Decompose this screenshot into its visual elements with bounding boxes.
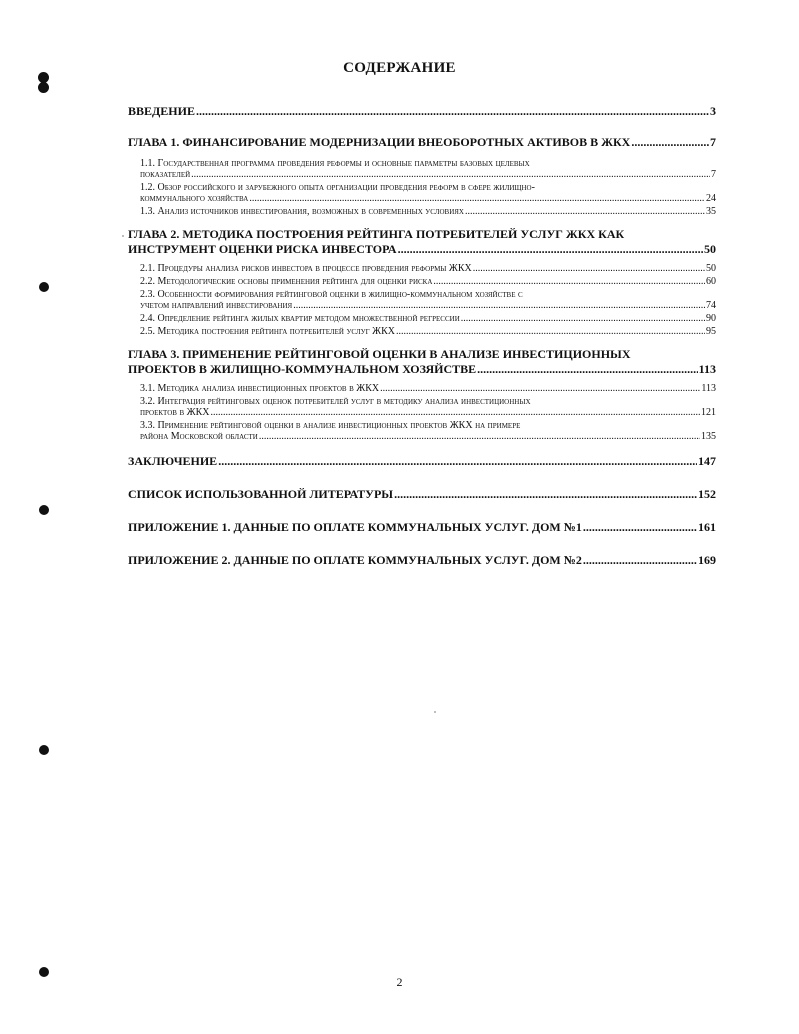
toc-entry-title: 3.1. Методика анализа инвестиционных проектов в ЖКХ: [140, 383, 380, 394]
toc-page-number: 7: [711, 169, 716, 180]
dot-leader: [394, 487, 697, 502]
dot-leader: [433, 276, 705, 287]
toc-chapter-entry[interactable]: [128, 487, 716, 502]
toc-section-entry[interactable]: [140, 263, 716, 274]
toc-entry-line: [128, 362, 716, 377]
toc-chapter-entry[interactable]: [128, 520, 716, 535]
toc-entry-title: показателей: [140, 169, 191, 180]
toc-entry-title-line1: 3.2. Интеграция рейтинговых оценок потребителей услуг в методику анализа инвестиционных: [140, 396, 531, 407]
toc-entry-title: учетом направлений инвестирования: [140, 300, 293, 311]
dot-leader: [380, 383, 700, 394]
punch-hole: [39, 745, 49, 755]
dot-leader: [210, 407, 700, 418]
toc-page-number: 95: [706, 326, 716, 337]
toc-page-number: 161: [698, 520, 716, 534]
dot-leader: [583, 553, 697, 568]
toc-section-entry[interactable]: [140, 158, 716, 180]
toc-chapter-entry[interactable]: [128, 227, 716, 257]
dot-leader: [259, 431, 700, 442]
dot-leader: [218, 454, 697, 469]
toc-chapter-entry[interactable]: [128, 104, 716, 119]
toc-entry-line: [140, 407, 716, 418]
toc-entry-line: [140, 193, 716, 204]
toc-entry-title: ПРИЛОЖЕНИЕ 1. ДАННЫЕ ПО ОПЛАТЕ КОММУНАЛЬНЫХ УСЛУГ. ДОМ №1: [128, 520, 582, 534]
toc-entry-line: [128, 454, 716, 469]
toc-entry-title: 1.3. Анализ источников инвестирования, возможных в современных условиях: [140, 206, 464, 217]
toc-entry-title: 2.1. Процедуры анализа рисков инвестора в процессе проведения реформы ЖКХ: [140, 263, 472, 274]
toc-page-number: 50: [706, 263, 716, 274]
toc-chapter-entry[interactable]: [128, 135, 716, 150]
toc-page-number: 113: [698, 362, 716, 376]
toc-section-entry[interactable]: [140, 326, 716, 337]
toc-page-number: 3: [710, 104, 716, 118]
toc-page-number: 121: [701, 407, 716, 418]
dot-leader: [461, 313, 705, 324]
toc-entry-title: 2.2. Методологические основы применения рейтинга для оценки риска: [140, 276, 433, 287]
dot-leader: [583, 520, 697, 535]
toc-page-number: 35: [706, 206, 716, 217]
dot-leader: [477, 362, 698, 377]
toc-entry-title: района Московской области: [140, 431, 258, 442]
toc-page-number: 113: [701, 383, 716, 394]
dot-leader: [631, 135, 709, 150]
toc-page-number: 50: [704, 242, 716, 256]
toc-page-number: 135: [701, 431, 716, 442]
toc-entry-title: проектов в ЖКХ: [140, 407, 210, 418]
toc-entry-title: 2.5. Методика построения рейтинга потребителей услуг ЖКХ: [140, 326, 396, 337]
table-of-contents: [128, 104, 716, 568]
toc-entry-line: [140, 206, 716, 217]
dot-leader: [249, 193, 705, 204]
toc-entry-line: [140, 313, 716, 324]
toc-page-number: 74: [706, 300, 716, 311]
toc-page-number: 24: [706, 193, 716, 204]
toc-section-entry[interactable]: [140, 383, 716, 394]
toc-entry-title: ГЛАВА 1. ФИНАНСИРОВАНИЕ МОДЕРНИЗАЦИИ ВНЕОБОРОТНЫХ АКТИВОВ В ЖКХ: [128, 135, 631, 149]
toc-section-entry[interactable]: [140, 289, 716, 311]
toc-entry-title: коммунального хозяйства: [140, 193, 249, 204]
punch-hole-top-2: [38, 82, 49, 93]
scan-speck: [434, 711, 436, 713]
dot-leader: [465, 206, 705, 217]
toc-entry-title-line1: ГЛАВА 2. МЕТОДИКА ПОСТРОЕНИЯ РЕЙТИНГА ПОТРЕБИТЕЛЕЙ УСЛУГ ЖКХ КАК: [128, 227, 625, 241]
toc-page-number: 90: [706, 313, 716, 324]
toc-entry-line: [140, 263, 716, 274]
toc-entry-line: [140, 169, 716, 180]
toc-entry-line: [128, 487, 716, 502]
toc-entry-line: [128, 104, 716, 119]
toc-entry-title: ЗАКЛЮЧЕНИЕ: [128, 454, 218, 468]
toc-entry-title-line1: 2.3. Особенности формирования рейтинговой оценки в жилищно-коммунальном хозяйстве с: [140, 289, 523, 300]
toc-section-entry[interactable]: [140, 182, 716, 204]
toc-entry-line: [128, 520, 716, 535]
dot-leader: [293, 300, 705, 311]
toc-entry-line: [140, 300, 716, 311]
toc-section-entry[interactable]: [140, 396, 716, 418]
toc-entry-line: [140, 326, 716, 337]
dot-leader: [473, 263, 705, 274]
page-number: 2: [396, 975, 403, 989]
toc-page-number: 7: [710, 135, 716, 149]
toc-chapter-entry[interactable]: [128, 454, 716, 469]
dot-leader: [398, 242, 703, 257]
punch-hole: [39, 282, 49, 292]
toc-entry-line: [140, 431, 716, 442]
toc-entry-title-line1: 3.3. Применение рейтинговой оценки в анализе инвестиционных проектов ЖКХ на примере: [140, 420, 521, 431]
punch-hole: [39, 505, 49, 515]
toc-page-number: 152: [698, 487, 716, 501]
toc-section-entry[interactable]: [140, 206, 716, 217]
toc-page-number: 169: [698, 553, 716, 567]
toc-entry-line: [140, 276, 716, 287]
toc-entry-title: ПРИЛОЖЕНИЕ 2. ДАННЫЕ ПО ОПЛАТЕ КОММУНАЛЬНЫХ УСЛУГ. ДОМ №2: [128, 553, 582, 567]
toc-entry-title: ИНСТРУМЕНТ ОЦЕНКИ РИСКА ИНВЕСТОРА: [128, 242, 397, 256]
toc-entry-line: [128, 553, 716, 568]
dot-leader: [196, 104, 709, 119]
toc-section-entry[interactable]: [140, 276, 716, 287]
toc-entry-title-line1: ГЛАВА 3. ПРИМЕНЕНИЕ РЕЙТИНГОВОЙ ОЦЕНКИ В АНАЛИЗЕ ИНВЕСТИЦИОННЫХ: [128, 347, 631, 361]
toc-entry-line: [128, 242, 716, 257]
scan-speck: [122, 235, 124, 237]
toc-chapter-entry[interactable]: [128, 347, 716, 377]
toc-entry-title: ВВЕДЕНИЕ: [128, 104, 195, 118]
toc-entry-title: ПРОЕКТОВ В ЖИЛИЩНО-КОММУНАЛЬНОМ ХОЗЯЙСТВЕ: [128, 362, 477, 376]
toc-entry-line: [128, 135, 716, 150]
toc-entry-line: [140, 383, 716, 394]
toc-page-number: 60: [706, 276, 716, 287]
toc-page-number: 147: [698, 454, 716, 468]
toc-entry-title: СПИСОК ИСПОЛЬЗОВАННОЙ ЛИТЕРАТУРЫ: [128, 487, 394, 501]
dot-leader: [191, 169, 710, 180]
dot-leader: [396, 326, 705, 337]
toc-entry-title: 2.4. Определение рейтинга жилых квартир методом множественной регрессии: [140, 313, 460, 324]
toc-entry-title-line1: 1.1. Государственная программа проведения реформы и основные параметры базовых целевых: [140, 158, 530, 169]
toc-section-entry[interactable]: [140, 313, 716, 324]
toc-chapter-entry[interactable]: [128, 553, 716, 568]
page-title: СОДЕРЖАНИЕ: [343, 60, 456, 76]
toc-section-entry[interactable]: [140, 420, 716, 442]
toc-entry-title-line1: 1.2. Обзор российского и зарубежного опыта организации проведения реформ в сфере жилищно-: [140, 182, 535, 193]
